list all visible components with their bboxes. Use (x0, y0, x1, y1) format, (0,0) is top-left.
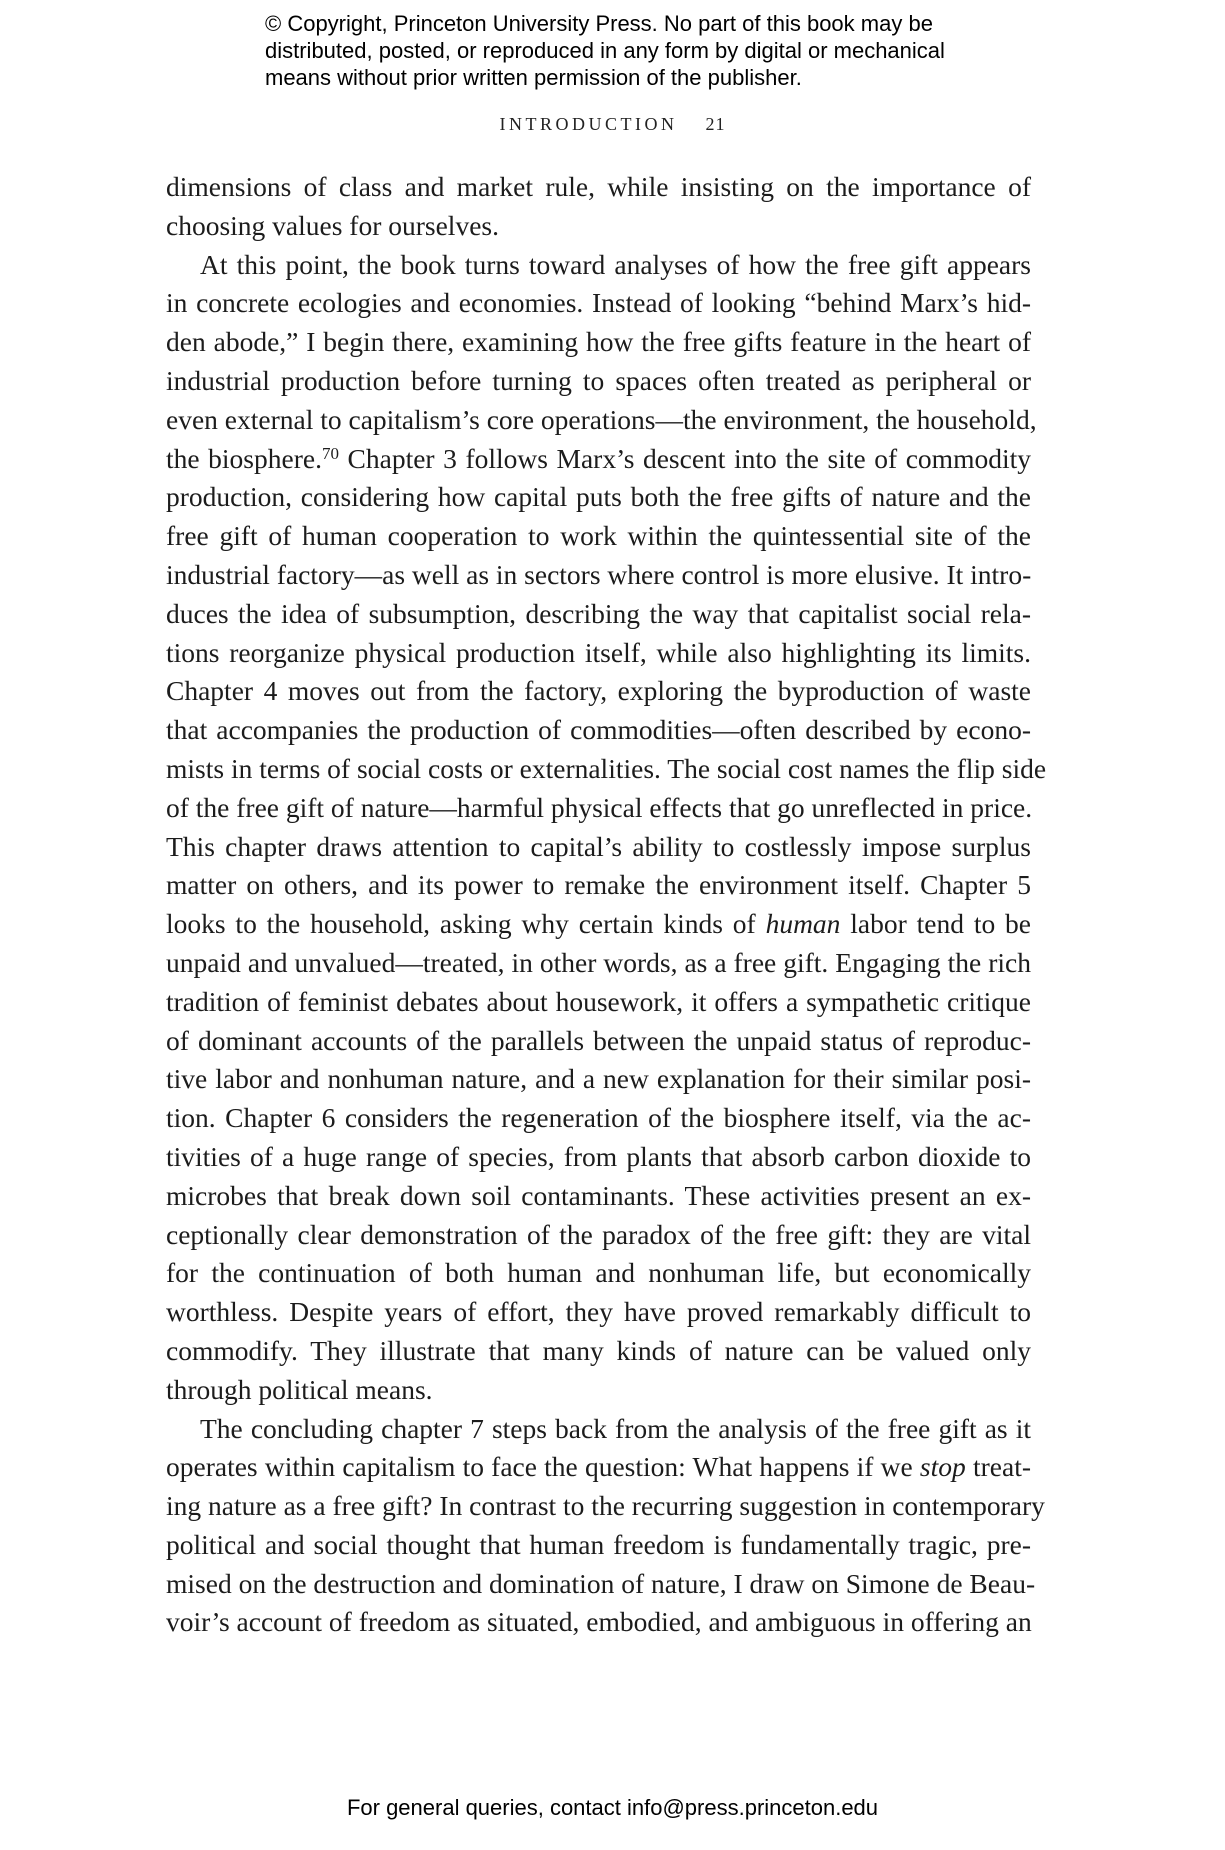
text-line: of the free gift of nature—harmful physical effects that go unreflected in price. (166, 791, 1033, 823)
text-fragment: treat- (965, 1451, 1031, 1483)
page-number: 21 (705, 114, 726, 134)
text-line: dimensions of class and market rule, while insisting on the importance of (166, 171, 1031, 202)
text-line: even external to capitalism’s core operations—the environment, the household, (166, 403, 1037, 435)
text-line (166, 905, 1031, 944)
text-line: industrial factory—as well as in sectors where control is more elusive. It intro- (166, 558, 1032, 590)
text-line: tivities of a huge range of species, from plants that absorb carbon dioxide to (166, 1140, 1031, 1172)
text-line: den abode,” I begin there, examining how the free gifts feature in the heart of (166, 326, 1031, 358)
running-head-title: INTRODUCTION (499, 114, 678, 134)
text-line: At this point, the book turns toward analyses of how the free gift appears (200, 248, 1031, 280)
text-line: microbes that break down soil contaminants. These activities present an ex- (166, 1179, 1031, 1211)
copyright-notice (265, 10, 1025, 91)
text-line: commodify. They illustrate that many kinds of nature can be valued only (166, 1334, 1031, 1366)
footer-contact: For general queries, contact info@press.princeton.edu (346, 1795, 879, 1820)
text-fragment: the biosphere. (166, 442, 322, 474)
text-line: mised on the destruction and domination of nature, I draw on Simone de Beau- (166, 1567, 1036, 1599)
text-line: matter on others, and its power to remake the environment itself. Chapter 5 (166, 869, 1031, 901)
text-line: worthless. Despite years of effort, they have proved remarkably difficult to (166, 1296, 1031, 1328)
text-line: Chapter 4 moves out from the factory, exploring the byproduction of waste (166, 675, 1031, 707)
text-line: ing nature as a free gift? In contrast to the recurring suggestion in contemporary (166, 1490, 1045, 1522)
text-line: for the continuation of both human and nonhuman life, but economically (166, 1257, 1031, 1289)
text-line: tradition of feminist debates about housework, it offers a sympathetic critique (166, 985, 1031, 1017)
text-line: free gift of human cooperation to work within the quintessential site of the (166, 520, 1031, 552)
text-line: duces the idea of subsumption, describing the way that capitalist social rela- (166, 597, 1031, 629)
text-line: political and social thought that human freedom is fundamentally tragic, pre- (166, 1528, 1031, 1560)
body-text (166, 168, 1047, 1642)
text-fragment: looks to the household, asking why certain kinds of (166, 908, 766, 940)
text-fragment: Chapter 3 follows Marx’s descent into the site of commodity (347, 442, 1031, 474)
text-fragment: operates within capitalism to face the question: What happens if we (166, 1451, 920, 1483)
copyright-line: distributed, posted, or reproduced in any form by digital or mechanical (265, 38, 945, 63)
running-head (0, 114, 1225, 135)
text-line (166, 440, 1031, 479)
copyright-line: means without prior written permission of the publisher. (265, 65, 802, 90)
footnote-reference[interactable]: 70 (321, 443, 339, 463)
text-line: that accompanies the production of commodities—often described by econo- (166, 714, 1031, 746)
emphasis: human (765, 908, 841, 940)
text-line: voir’s account of freedom as situated, embodied, and ambiguous in offering an (166, 1606, 1032, 1638)
text-line: through political means. (166, 1373, 433, 1405)
text-line: The concluding chapter 7 steps back from the analysis of the free gift as it (200, 1412, 1031, 1444)
text-line: choosing values for ourselves. (166, 209, 499, 241)
text-line: tions reorganize physical production itself, while also highlighting its limits. (166, 636, 1031, 668)
text-fragment: labor tend to be (840, 908, 1032, 940)
text-line: mists in terms of social costs or externalities. The social cost names the flip side (166, 752, 1047, 784)
text-line (166, 1448, 1031, 1487)
emphasis: stop (919, 1451, 966, 1483)
text-line: This chapter draws attention to capital’s ability to costlessly impose surplus (166, 830, 1031, 862)
text-line: in concrete ecologies and economies. Instead of looking “behind Marx’s hid- (166, 287, 1031, 319)
text-line: tive labor and nonhuman nature, and a new explanation for their similar posi- (166, 1063, 1031, 1095)
text-line: production, considering how capital puts both the free gifts of nature and the (166, 481, 1031, 513)
text-line: tion. Chapter 6 considers the regeneration of the biosphere itself, via the ac- (166, 1102, 1031, 1134)
text-line: of dominant accounts of the parallels between the unpaid status of reproduc- (166, 1024, 1031, 1056)
text-line: unpaid and unvalued—treated, in other words, as a free gift. Engaging the rich (166, 946, 1031, 978)
text-line: industrial production before turning to spaces often treated as peripheral or (166, 364, 1031, 396)
text-line: ceptionally clear demonstration of the paradox of the free gift: they are vital (166, 1218, 1031, 1250)
copyright-line: © Copyright, Princeton University Press. No part of this book may be (265, 11, 933, 36)
